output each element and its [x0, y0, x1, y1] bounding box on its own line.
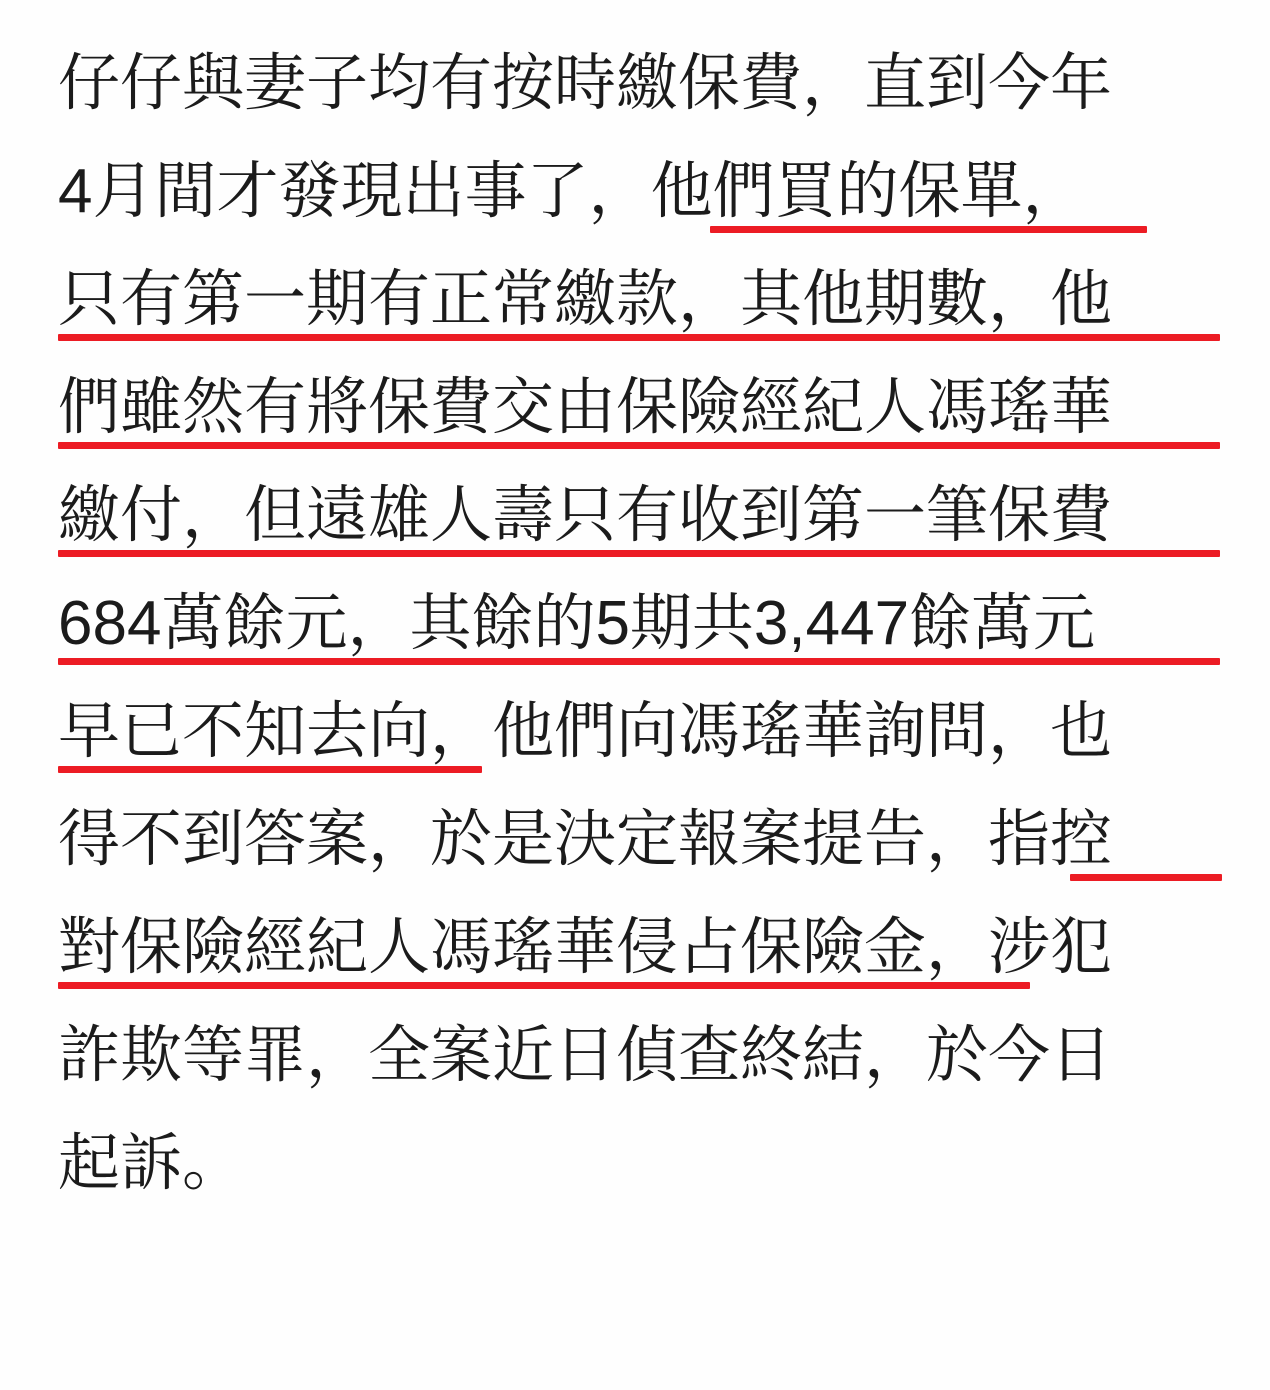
- text-line: [58, 570, 1226, 678]
- text-line: [58, 1002, 1226, 1110]
- text-line: [58, 354, 1226, 462]
- line-text: 詐欺等罪，全案近日偵查終結，於今日: [58, 1021, 1113, 1090]
- article-body: [58, 30, 1226, 1218]
- red-underline: [58, 334, 1220, 341]
- text-line: [58, 678, 1226, 786]
- text-line: [58, 1110, 1226, 1218]
- text-line: [58, 30, 1226, 138]
- red-underline: [710, 226, 1147, 233]
- line-text: 得不到答案，於是決定報案提告，指控: [58, 805, 1113, 874]
- text-line: [58, 894, 1226, 1002]
- red-underline: [58, 550, 1220, 557]
- red-underline: [58, 982, 1030, 989]
- line-text: 仔仔與妻子均有按時繳保費，直到今年: [58, 49, 1113, 118]
- text-line: [58, 246, 1226, 354]
- line-text: 繳付，但遠雄人壽只有收到第一筆保費: [58, 481, 1113, 550]
- red-underline: [1070, 874, 1222, 881]
- red-underline: [58, 442, 1220, 449]
- text-line: [58, 138, 1226, 246]
- text-line: [58, 786, 1226, 894]
- line-text: 起訴。: [58, 1129, 245, 1198]
- text-line: [58, 462, 1226, 570]
- red-underline: [58, 766, 482, 773]
- red-underline: [58, 658, 1220, 665]
- line-text: 只有第一期有正常繳款，其他期數，他: [58, 265, 1113, 334]
- line-text: 對保險經紀人馮瑤華侵占保險金，涉犯: [58, 913, 1113, 982]
- line-text: 們雖然有將保費交由保險經紀人馮瑤華: [58, 373, 1113, 442]
- line-text: 4月間才發現出事了，他們買的保單，: [58, 157, 1085, 226]
- line-text: 早已不知去向，他們向馮瑤華詢問，也: [58, 697, 1113, 766]
- line-text: 684萬餘元，其餘的5期共3,447餘萬元: [58, 589, 1096, 658]
